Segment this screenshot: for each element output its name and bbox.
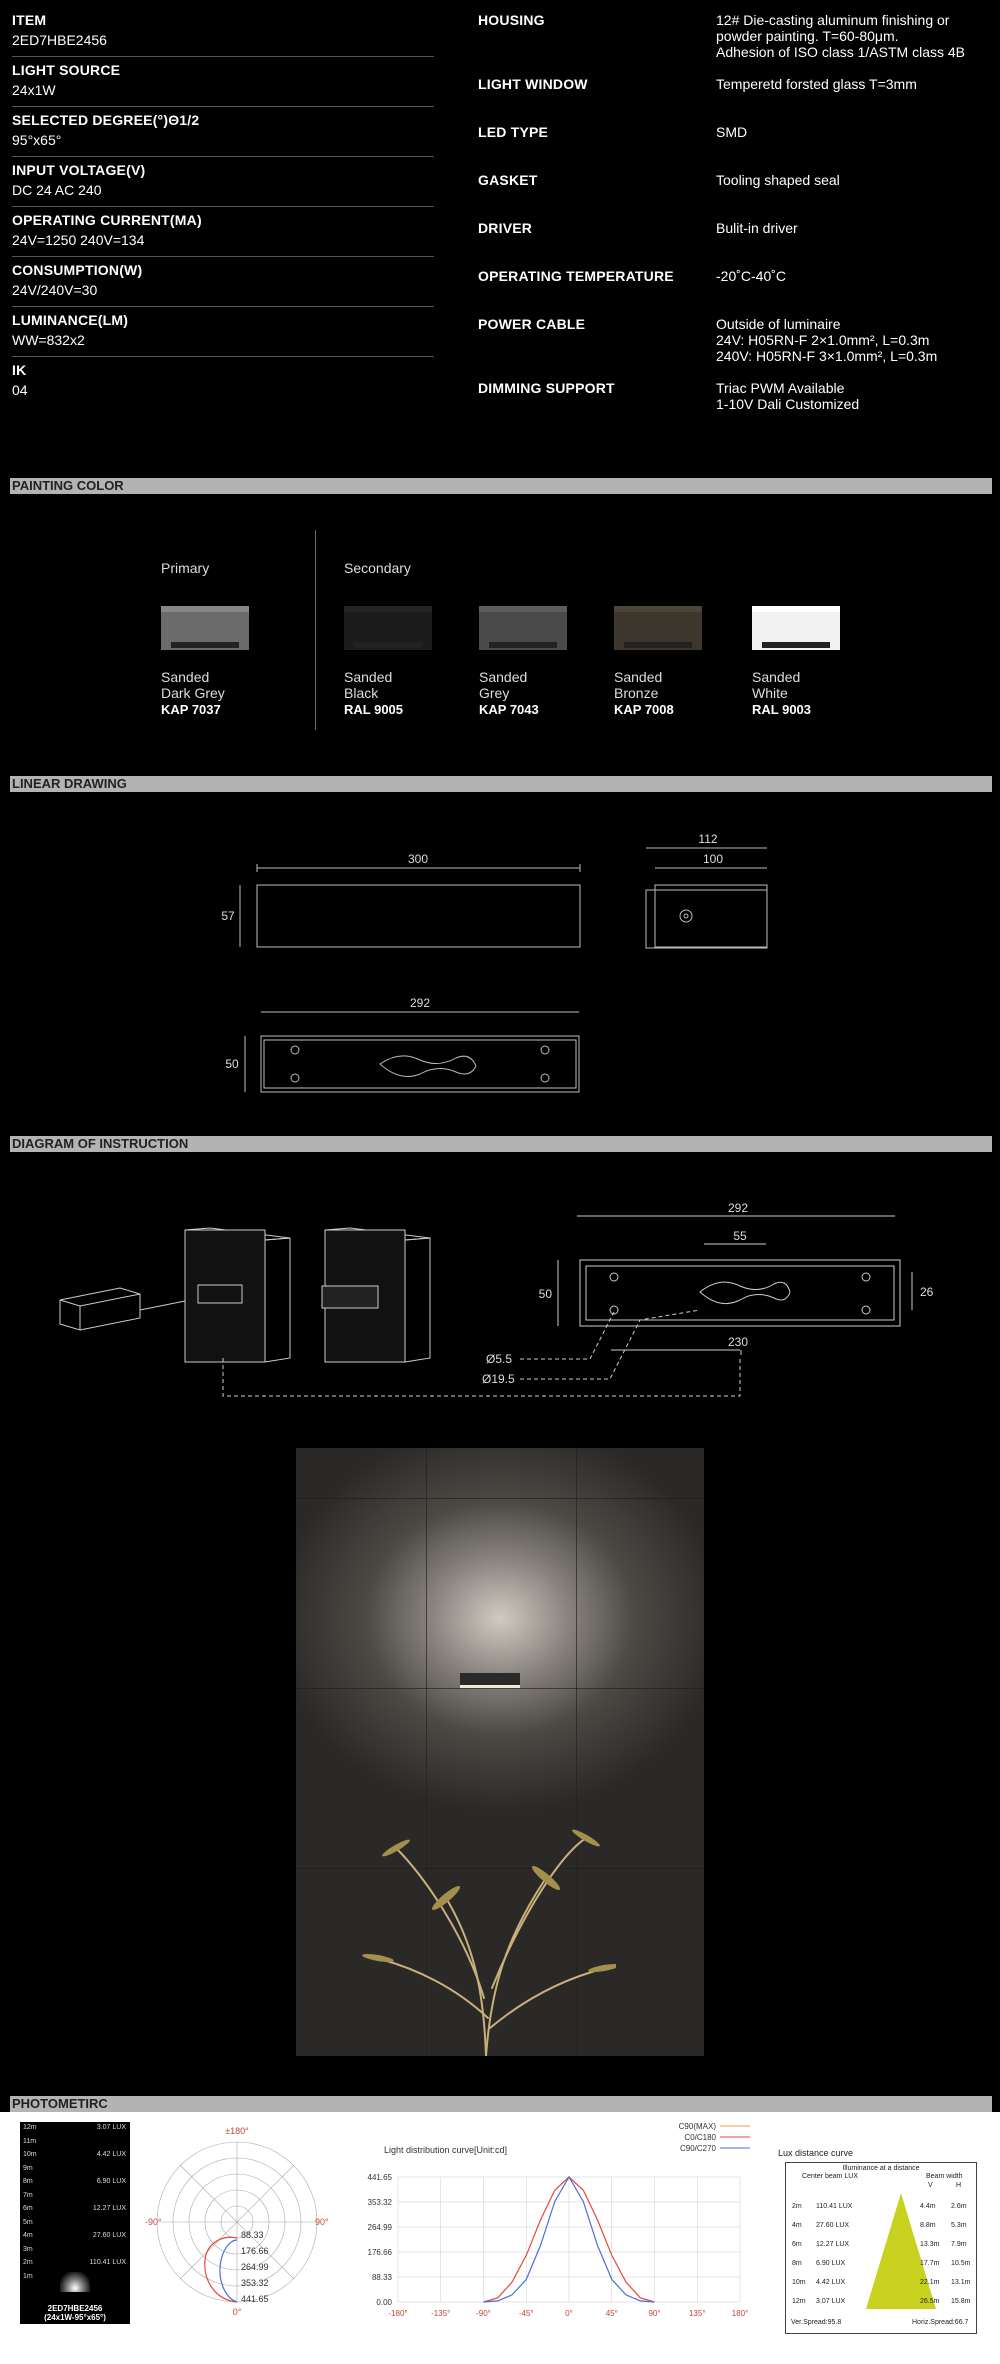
lux-row-value: 110.41 LUX: [89, 2259, 126, 2266]
chart-x-tick: 135°: [688, 2309, 706, 2318]
lux-table-cell: 15.8m: [951, 2298, 971, 2305]
dim-side-inner: 100: [702, 852, 724, 866]
spec-value-line: Outside of luminaire: [716, 316, 841, 332]
chart-x-tick: -180°: [388, 2309, 408, 2318]
swatch-window: [171, 642, 239, 648]
lux-table-cell: 7.9m: [951, 2241, 967, 2248]
spec-value-line: 1-10V Dali Customized: [716, 396, 860, 412]
color-swatch[interactable]: [344, 606, 432, 650]
spec-divider: [12, 256, 434, 257]
spec-label: CONSUMPTION(W): [12, 262, 143, 278]
polar-right-label: 90°: [315, 2217, 329, 2227]
lux-row-value: 4.42 LUX: [96, 2151, 126, 2158]
lux-row-label: 12m: [23, 2124, 37, 2131]
lux-row-label: 2m: [23, 2259, 33, 2266]
lux-table-cell: 5.3m: [951, 2222, 967, 2229]
hor-spread: Horiz.Spread:66.7: [912, 2319, 969, 2326]
lux-row-label: 5m: [23, 2218, 33, 2226]
diag-hole-large: Ø19.5: [482, 1372, 515, 1386]
spec-value: WW=832x2: [12, 332, 85, 348]
diag-dim-spacing: 230: [727, 1335, 749, 1349]
lux-table-cell: 10m: [792, 2279, 806, 2286]
spec-label: HOUSING: [478, 12, 545, 28]
polar-ring-label: 441.65: [241, 2294, 269, 2304]
lux-table-title: Lux distance curve: [778, 2148, 854, 2158]
spec-value-line: -20˚C-40˚C: [716, 268, 787, 284]
polar-left-label: -90°: [145, 2217, 162, 2227]
chart-y-tick: 88.33: [371, 2273, 392, 2282]
lux-row-label: 11m: [23, 2137, 37, 2145]
lux-table-cell: 4.4m: [920, 2203, 936, 2210]
installation-diagram: [0, 1160, 1000, 1410]
lux-table-cell: 4m: [792, 2222, 802, 2229]
lux-table-cell: 8m: [792, 2260, 802, 2267]
back-view-outline: [261, 1036, 579, 1092]
chart-y-tick: 176.66: [367, 2248, 392, 2257]
lux-table-cell: 13.1m: [951, 2279, 971, 2286]
swatch-line2: Bronze: [614, 685, 659, 701]
ver-spread: Ver.Spread:95.8: [791, 2319, 842, 2326]
lux-row-value: 27.60 LUX: [92, 2232, 126, 2239]
secondary-label: Secondary: [344, 560, 411, 576]
lux-distance-table: [785, 2162, 977, 2334]
swatch-line2: Dark Grey: [161, 685, 225, 701]
polar-ring-label: 88.33: [241, 2230, 264, 2240]
lux-table-cell: 12.27 LUX: [816, 2241, 850, 2248]
spec-value-line: Bulit-in driver: [716, 220, 798, 236]
primary-label: Primary: [161, 560, 210, 576]
spec-value-line: Triac PWM Available: [716, 380, 845, 396]
spec-value: 04: [12, 382, 28, 398]
fixture-in-photo: [460, 1673, 520, 1688]
spec-value-line: SMD: [716, 124, 748, 140]
spec-divider: [12, 356, 434, 357]
spec-label: LIGHT SOURCE: [12, 62, 121, 78]
spec-label: GASKET: [478, 172, 538, 188]
chart-x-tick: -135°: [431, 2309, 451, 2318]
lux-table-row: [786, 2256, 976, 2274]
swatch-line1: Sanded: [344, 669, 393, 685]
spec-label: OPERATING TEMPERATURE: [478, 268, 674, 284]
swatch-code: RAL 9005: [344, 702, 404, 717]
spec-value-line: 24V: H05RN-F 2×1.0mm², L=0.3m: [716, 332, 930, 348]
polar-top-label: ±180°: [225, 2126, 249, 2136]
chart-legend-label: C90(MAX): [678, 2122, 716, 2131]
chart-x-tick: -90°: [476, 2309, 491, 2318]
spec-value: 24V=1250 240V=134: [12, 232, 145, 248]
spec-divider: [12, 306, 434, 307]
painting-divider: [315, 530, 316, 730]
dim-side-outer: 112: [698, 832, 718, 846]
lux-table-cell: 6.90 LUX: [816, 2260, 846, 2267]
swatch-window: [354, 642, 422, 648]
spec-value: 24x1W: [12, 82, 56, 98]
diag-dim-side: 26: [920, 1285, 934, 1299]
lux-table-cell: 10.5m: [951, 2260, 971, 2267]
lux-table-row: [786, 2218, 976, 2236]
chart-y-tick: 0.00: [376, 2298, 392, 2307]
polar-ring-label: 176.66: [241, 2246, 269, 2256]
spec-value: DC 24 AC 240: [12, 182, 102, 198]
lux-row-label: 1m: [23, 2272, 33, 2280]
swatch-window: [489, 642, 557, 648]
lux-table-row: [786, 2199, 976, 2217]
lux-row-label: 10m: [23, 2151, 37, 2158]
diag-dim-center: 55: [733, 1229, 747, 1243]
spec-value: 24V/240V=30: [12, 282, 98, 298]
spec-divider: [12, 106, 434, 107]
spec-label: IK: [12, 362, 27, 378]
lux-row-value: 6.90 LUX: [96, 2178, 126, 2185]
polar-ring-label: 353.32: [241, 2278, 269, 2288]
spec-label: LUMINANCE(LM): [12, 312, 129, 328]
swatch-line2: Black: [344, 685, 379, 701]
lux-table-cell: 8.8m: [920, 2222, 936, 2229]
swatch-window: [624, 642, 692, 648]
section-title-painting: PAINTING COLOR: [12, 478, 124, 493]
swatch-line1: Sanded: [614, 669, 663, 685]
swatch-code: KAP 7043: [479, 702, 539, 717]
swatch-line1: Sanded: [161, 669, 210, 685]
polar-chart: [145, 2120, 330, 2320]
lux-table-cell: 22.1m: [920, 2279, 940, 2286]
spec-value-line: 240V: H05RN-F 3×1.0mm², L=0.3m: [716, 348, 938, 364]
section-title-diagram: DIAGRAM OF INSTRUCTION: [12, 1136, 189, 1151]
diag-hole-small: Ø5.5: [486, 1352, 513, 1366]
plant-icon: [356, 1818, 616, 2056]
lux-row-label: 4m: [23, 2232, 33, 2239]
spec-divider: [12, 156, 434, 157]
diag-dim-height: 50: [538, 1287, 552, 1301]
dim-back-width: 292: [409, 996, 431, 1010]
spec-label: LIGHT WINDOW: [478, 76, 588, 92]
spec-label: LED TYPE: [478, 124, 549, 140]
swatch-code: KAP 7008: [614, 702, 674, 717]
lux-table-cell: 12m: [792, 2298, 806, 2305]
lux-col-v: V: [928, 2182, 933, 2189]
spec-value: 95°x65°: [12, 132, 62, 148]
swatch-code: KAP 7037: [161, 702, 221, 717]
lux-table-row: [786, 2237, 976, 2255]
chart-x-tick: 0°: [565, 2309, 573, 2318]
color-swatch[interactable]: [614, 606, 702, 650]
chart-x-tick: 180°: [731, 2309, 749, 2318]
swatch-line2: Grey: [479, 685, 510, 701]
section-bar-linear: [10, 776, 992, 792]
swatch-window: [762, 642, 830, 648]
lux-row-label: 8m: [23, 2178, 33, 2185]
chart-legend-label: C90/C270: [679, 2144, 716, 2153]
lux-table-subtitle: Illuminance at a distance: [842, 2165, 920, 2172]
swatch-line2: White: [752, 685, 788, 701]
linear-drawing: [0, 800, 1000, 1120]
photometric-panel: [0, 2112, 1000, 2364]
lux-table-cell: 27.60 LUX: [816, 2222, 850, 2229]
lux-table-cell: 2m: [792, 2203, 802, 2210]
installed-fixture-photo: [296, 1448, 704, 2056]
chart-legend-label: C0/C180: [684, 2133, 716, 2142]
spec-value-line: Tooling shaped seal: [716, 172, 840, 188]
lux-caption-2: (24x1W-95°x65°): [44, 2313, 106, 2322]
spec-value-line: 12# Die-casting aluminum finishing or: [716, 12, 950, 28]
light-spot-icon: [60, 2272, 90, 2292]
dim-front-height: 57: [221, 909, 235, 923]
lux-row-value: 12.27 LUX: [92, 2205, 126, 2212]
spec-label: SELECTED DEGREE(°)Θ1/2: [12, 112, 200, 128]
chart-y-tick: 441.65: [367, 2173, 392, 2182]
lux-row-label: 6m: [23, 2205, 33, 2212]
spec-value-line: Temperetd forsted glass T=3mm: [716, 76, 917, 92]
light-distribution-chart: [340, 2117, 760, 2332]
spec-label: OPERATING CURRENT(MA): [12, 212, 202, 228]
dim-front-width: 300: [407, 852, 429, 866]
lux-table-row: [786, 2294, 976, 2312]
chart-title: Light distribution curve[Unit:cd]: [384, 2145, 508, 2155]
lux-row-label: 9m: [23, 2164, 33, 2172]
section-bar-photometric: [10, 2096, 992, 2112]
section-bar-diagram: [10, 1136, 992, 1152]
lux-table-cell: 110.41 LUX: [816, 2203, 853, 2210]
lux-row-label: 7m: [23, 2191, 33, 2199]
color-swatch[interactable]: [161, 606, 249, 650]
lux-table-cell: 6m: [792, 2241, 802, 2248]
polar-ring-label: 264.99: [241, 2262, 269, 2272]
color-swatch[interactable]: [479, 606, 567, 650]
front-view-outline: [257, 885, 580, 947]
chart-x-tick: 45°: [605, 2309, 618, 2318]
swatch-code: RAL 9003: [752, 702, 812, 717]
color-swatch[interactable]: [752, 606, 840, 650]
side-view-outline: [646, 890, 767, 948]
spec-label: POWER CABLE: [478, 316, 586, 332]
spec-label: DIMMING SUPPORT: [478, 380, 615, 396]
lux-table-cell: 17.7m: [920, 2260, 940, 2267]
swatch-line1: Sanded: [479, 669, 528, 685]
lux-row-value: 3.07 LUX: [96, 2124, 126, 2131]
section-bar-painting: [10, 478, 992, 494]
lux-col-beam: Beam width: [926, 2173, 963, 2180]
spec-divider: [12, 206, 434, 207]
spec-label: INPUT VOLTAGE(V): [12, 162, 146, 178]
section-title-photometric: PHOTOMETIRC: [12, 2096, 108, 2111]
chart-y-tick: 264.99: [367, 2223, 392, 2232]
diag-dim-width: 292: [727, 1201, 749, 1215]
lux-table-row: [786, 2275, 976, 2293]
spec-divider: [12, 56, 434, 57]
spec-label: ITEM: [12, 12, 47, 28]
dim-back-height: 50: [225, 1057, 239, 1071]
section-title-linear: LINEAR DRAWING: [12, 776, 127, 791]
chart-x-tick: 90°: [648, 2309, 661, 2318]
spec-label: DRIVER: [478, 220, 533, 236]
lux-table-cell: 26.5m: [920, 2298, 940, 2305]
lux-row-label: 3m: [23, 2245, 33, 2253]
chart-y-tick: 353.32: [367, 2198, 392, 2207]
swatch-line1: Sanded: [752, 669, 801, 685]
polar-bottom-label: 0°: [232, 2307, 242, 2317]
lux-caption-1: 2ED7HBE2456: [47, 2304, 103, 2313]
lux-col-h: H: [956, 2182, 962, 2189]
lux-table-cell: 4.42 LUX: [816, 2279, 846, 2286]
spec-value: 2ED7HBE2456: [12, 32, 107, 48]
lux-table-cell: 13.3m: [920, 2241, 940, 2248]
spec-value-line: powder painting. T=60-80μm.: [716, 28, 899, 44]
lux-col-center: Center beam LUX: [802, 2173, 859, 2180]
lux-table-cell: 2.6m: [951, 2203, 967, 2210]
lux-scale: [20, 2122, 130, 2324]
chart-x-tick: -45°: [518, 2309, 534, 2318]
lux-table-cell: 3.07 LUX: [816, 2298, 846, 2305]
spec-value-line: Adhesion of ISO class 1/ASTM class 4B: [716, 44, 965, 60]
